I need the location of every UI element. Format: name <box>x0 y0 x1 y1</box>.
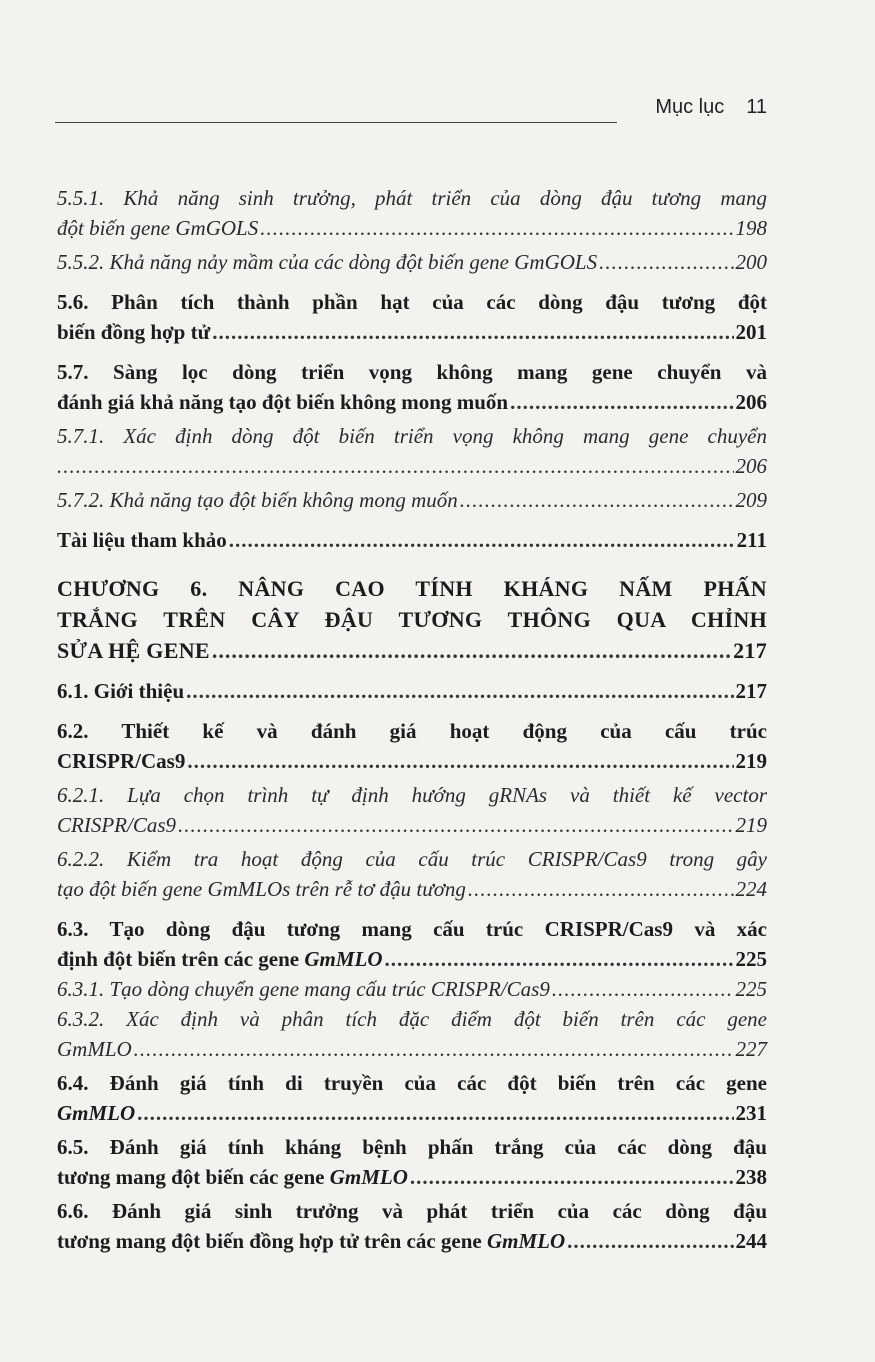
header-page-number: 11 <box>746 96 767 118</box>
entry-page-number: 231 <box>735 1101 767 1125</box>
entry-text: 6.3.1. Tạo dòng chuyển gene mang cấu trúc CRISPR/Cas9 <box>57 977 550 1001</box>
toc-entry-6-2-1[interactable] <box>57 780 767 840</box>
entry-text: biến đồng hợp tử <box>57 320 211 344</box>
entry-text: TRẮNG TRÊN CÂY ĐẬU TƯƠNG THÔNG QUA CHỈNH <box>57 607 767 632</box>
toc-entry-5-5-1[interactable] <box>57 183 767 243</box>
gene-name: GmMLO <box>329 1165 408 1189</box>
entry-page-number: 219 <box>735 749 767 773</box>
entry-text: 5.6. Phân tích thành phần hạt của các dòng đậu tương đột <box>57 290 767 314</box>
entry-text: tạo đột biến gene GmMLOs trên rễ tơ đậu tương <box>57 877 466 901</box>
entry-text: 6.4. Đánh giá tính di truyền của các đột biến trên các gene <box>57 1071 767 1095</box>
dot-leader <box>599 247 733 277</box>
gene-name: GmMLO <box>486 1229 566 1253</box>
entry-text-part: tương mang đột biến các gene <box>57 1165 330 1189</box>
entry-page-number: 217 <box>735 679 767 703</box>
entry-page-number: 219 <box>735 813 767 837</box>
table-of-contents <box>57 183 767 1256</box>
toc-entry-6-5[interactable] <box>57 1132 767 1192</box>
entry-text: CRISPR/Cas9 <box>57 749 186 773</box>
dot-leader <box>410 1162 734 1192</box>
dot-leader <box>178 810 734 840</box>
entry-text: 5.7.2. Khả năng tạo đột biến không mong muốn <box>57 488 458 512</box>
toc-entry-6-6[interactable] <box>57 1196 767 1256</box>
page-header <box>55 92 767 128</box>
header-text <box>655 96 767 119</box>
entry-text <box>57 1162 408 1192</box>
gene-name: GmMLO <box>304 947 383 971</box>
entry-page-number: 206 <box>735 454 767 478</box>
entry-text: GmMLO <box>57 1037 132 1061</box>
entry-page-number: 224 <box>735 877 767 901</box>
toc-entry-6-2[interactable] <box>57 716 767 776</box>
dot-leader <box>260 213 733 243</box>
toc-entry-5-7-1[interactable] <box>57 421 767 481</box>
toc-entry-6-3[interactable] <box>57 914 767 974</box>
entry-page-number: 201 <box>735 320 767 344</box>
dot-leader <box>385 944 734 974</box>
entry-text: 5.7.1. Xác định dòng đột biến triển vọng không mang gene chuyển <box>57 424 767 448</box>
dot-leader <box>187 746 733 776</box>
entry-text <box>57 1226 565 1256</box>
toc-entry-chapter-6[interactable] <box>57 573 767 666</box>
entry-text: 5.5.2. Khả năng nảy mầm của các dòng đột biến gene GmGOLS <box>57 250 598 274</box>
toc-entry-6-1[interactable] <box>57 676 767 706</box>
entry-page-number: 225 <box>735 947 767 971</box>
entry-text: 6.2. Thiết kế và đánh giá hoạt động của cấu trúc <box>57 719 767 743</box>
dot-leader <box>134 1034 734 1064</box>
entry-page-number: 206 <box>735 390 767 414</box>
dot-leader <box>552 974 734 1004</box>
header-title: Mục lục <box>655 96 725 118</box>
entry-text: 6.3. Tạo dòng đậu tương mang cấu trúc CRISPR/Cas9 và xác <box>57 917 767 941</box>
toc-entry-5-6[interactable] <box>57 287 767 347</box>
toc-entry-6-2-2[interactable] <box>57 844 767 904</box>
entry-text: 6.1. Giới thiệu <box>57 679 185 703</box>
dot-leader <box>57 451 734 481</box>
dot-leader <box>186 676 733 706</box>
dot-leader <box>229 525 735 555</box>
entry-text: CHƯƠNG 6. NÂNG CAO TÍNH KHÁNG NẤM PHẤN <box>57 576 767 601</box>
toc-entry-5-7[interactable] <box>57 357 767 417</box>
toc-entry-6-3-1[interactable] <box>57 974 767 1004</box>
entry-text: 6.3.2. Xác định và phân tích đặc điểm đột biến trên các gene <box>57 1007 767 1031</box>
dot-leader <box>567 1226 733 1256</box>
entry-page-number: 211 <box>736 528 767 552</box>
toc-entry-6-4[interactable] <box>57 1068 767 1128</box>
entry-text: 5.5.1. Khả năng sinh trưởng, phát triển của dòng đậu tương mang <box>57 186 767 210</box>
entry-page-number: 209 <box>735 488 767 512</box>
dot-leader <box>468 874 734 904</box>
entry-text: Tài liệu tham khảo <box>57 528 227 552</box>
entry-page-number: 225 <box>735 977 767 1001</box>
entry-text: 6.6. Đánh giá sinh trưởng và phát triển của các dòng đậu <box>57 1199 767 1223</box>
entry-text: 6.2.1. Lựa chọn trình tự định hướng gRNAs và thiết kế vector <box>57 783 767 807</box>
dot-leader <box>212 317 733 347</box>
entry-text: 6.5. Đánh giá tính kháng bệnh phấn trắng của các dòng đậu <box>57 1135 767 1159</box>
entry-page-number: 198 <box>735 216 767 240</box>
entry-page-number: 238 <box>735 1165 767 1189</box>
entry-page-number: 227 <box>735 1037 767 1061</box>
dot-leader <box>212 635 731 666</box>
toc-entry-6-3-2[interactable] <box>57 1004 767 1064</box>
header-rule <box>55 122 617 123</box>
dot-leader <box>137 1098 733 1128</box>
entry-text: SỬA HỆ GENE <box>57 638 210 663</box>
entry-text: 6.2.2. Kiểm tra hoạt động của cấu trúc CRISPR/Cas9 trong gây <box>57 847 767 871</box>
entry-text: đột biến gene GmGOLS <box>57 216 259 240</box>
entry-page-number: 217 <box>733 638 767 663</box>
toc-entry-references[interactable] <box>57 525 767 555</box>
entry-text-part: định đột biến trên các gene <box>57 947 305 971</box>
entry-text: đánh giá khả năng tạo đột biến không mong muốn <box>57 390 509 414</box>
gene-name: GmMLO <box>57 1101 136 1125</box>
entry-page-number: 244 <box>735 1229 767 1253</box>
toc-entry-5-7-2[interactable] <box>57 485 767 515</box>
dot-leader <box>510 387 733 417</box>
entry-text: CRISPR/Cas9 <box>57 813 176 837</box>
entry-text <box>57 944 383 974</box>
entry-page-number: 200 <box>735 250 767 274</box>
toc-entry-5-5-2[interactable] <box>57 247 767 277</box>
entry-text: 5.7. Sàng lọc dòng triển vọng không mang gene chuyển và <box>57 360 767 384</box>
dot-leader <box>460 485 734 515</box>
entry-text-part: tương mang đột biến đồng hợp tử trên các gene <box>57 1229 487 1253</box>
